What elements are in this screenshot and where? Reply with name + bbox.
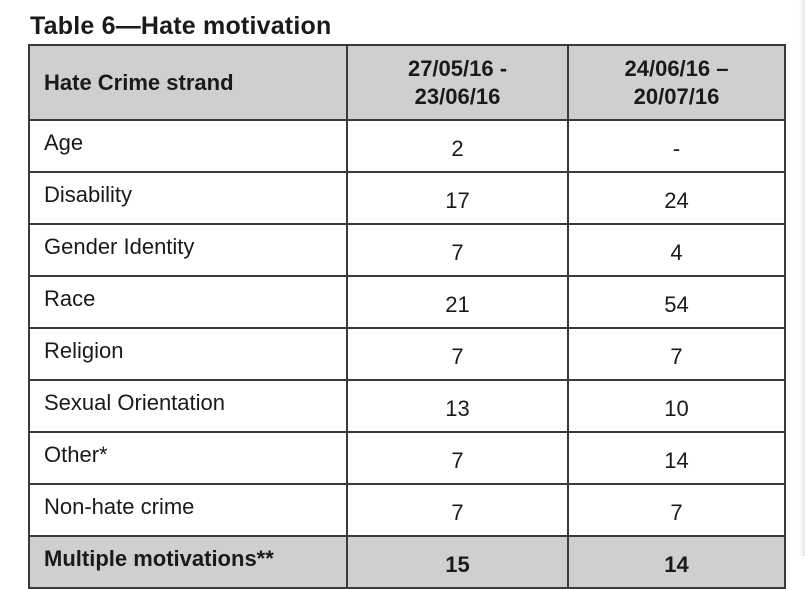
row-period-2-value: 7 <box>568 484 785 536</box>
row-period-2-value: - <box>568 120 785 172</box>
header-period-1-line-1: 27/05/16 - <box>407 55 508 81</box>
table-row <box>29 380 785 432</box>
table-header-row <box>29 45 785 120</box>
table-row <box>29 484 785 536</box>
row-period-2-value: 54 <box>568 276 785 328</box>
row-strand: Other* <box>29 432 347 484</box>
row-period-1-value: 7 <box>347 484 568 536</box>
row-period-2-value: 7 <box>568 328 785 380</box>
row-period-1-value: 7 <box>347 224 568 276</box>
row-period-2-value: 14 <box>568 432 785 484</box>
table-row <box>29 224 785 276</box>
row-period-1-value: 2 <box>347 120 568 172</box>
row-strand: Age <box>29 120 347 172</box>
table-row <box>29 276 785 328</box>
row-period-2-value: 4 <box>568 224 785 276</box>
hate-motivation-table <box>28 44 786 589</box>
row-period-2-value: 24 <box>568 172 785 224</box>
table-footer-row <box>29 536 785 588</box>
row-strand: Non-hate crime <box>29 484 347 536</box>
header-hate-crime-strand: Hate Crime strand <box>29 45 347 120</box>
table-row <box>29 432 785 484</box>
row-period-1-value: 7 <box>347 328 568 380</box>
table-row <box>29 120 785 172</box>
header-period-2-line-2: 20/07/16 <box>633 83 720 109</box>
footer-strand: Multiple motivations** <box>29 536 347 588</box>
row-strand: Race <box>29 276 347 328</box>
table-row <box>29 172 785 224</box>
row-period-1-value: 17 <box>347 172 568 224</box>
row-period-1-value: 7 <box>347 432 568 484</box>
footer-period-1-value: 15 <box>347 536 568 588</box>
header-period-2 <box>568 45 785 120</box>
footer-period-2-value: 14 <box>568 536 785 588</box>
row-period-1-value: 21 <box>347 276 568 328</box>
row-strand: Disability <box>29 172 347 224</box>
header-period-1-line-2: 23/06/16 <box>414 83 501 109</box>
header-period-1 <box>347 45 568 120</box>
table-row <box>29 328 785 380</box>
header-period-2-line-1: 24/06/16 – <box>624 55 729 81</box>
table-title: Table 6—Hate motivation <box>30 12 332 40</box>
row-period-1-value: 13 <box>347 380 568 432</box>
row-strand: Religion <box>29 328 347 380</box>
row-strand: Sexual Orientation <box>29 380 347 432</box>
row-strand: Gender Identity <box>29 224 347 276</box>
row-period-2-value: 10 <box>568 380 785 432</box>
page-edge-shadow <box>799 0 805 556</box>
